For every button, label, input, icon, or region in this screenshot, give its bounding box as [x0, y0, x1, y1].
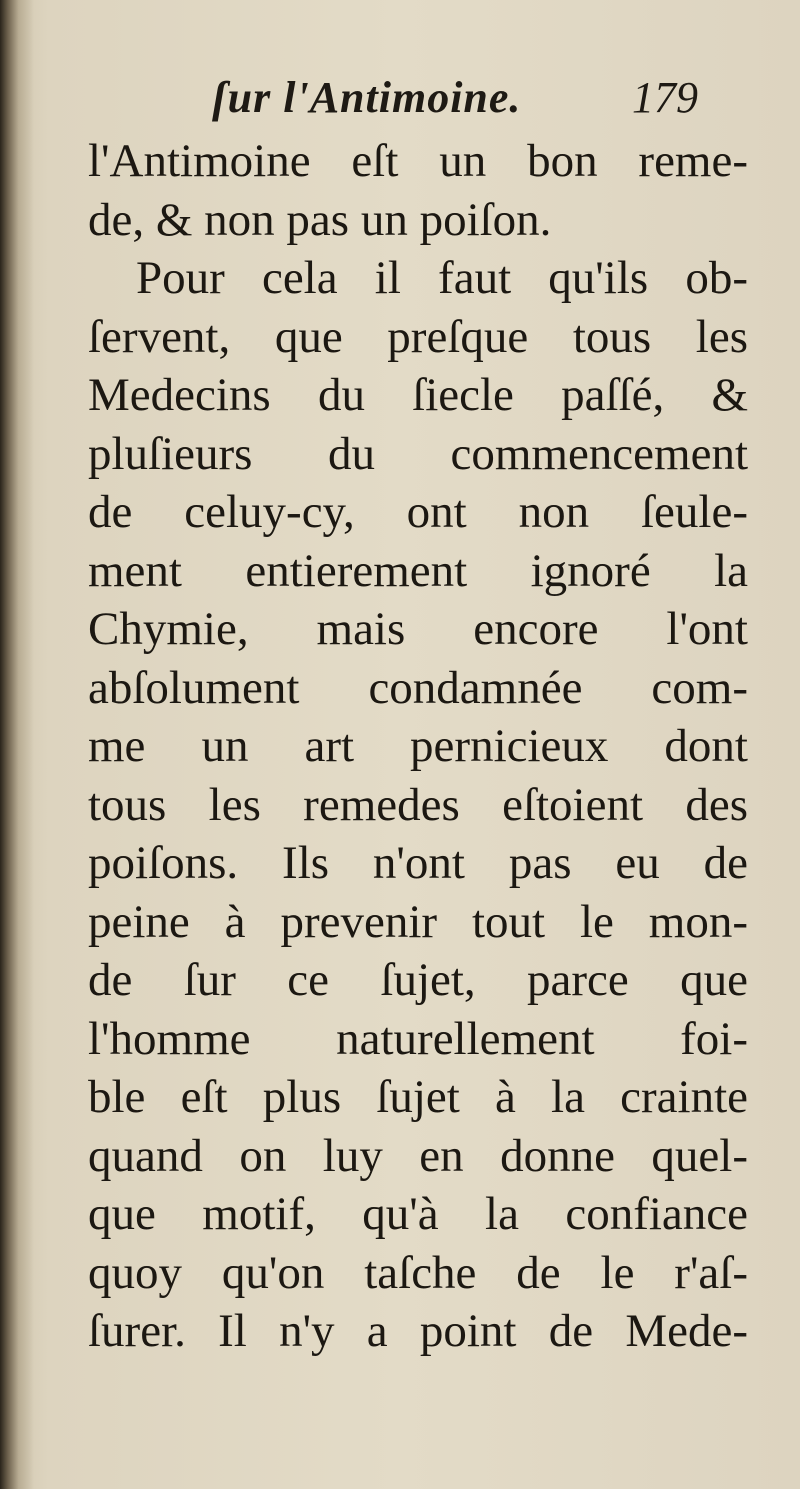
text-line: ment entierement ignoré la	[88, 544, 748, 597]
text-line: de, & non pas un poiſon.	[88, 193, 552, 246]
text-line: que motif, qu'à la confiance	[88, 1188, 748, 1240]
text-line: quoy qu'on taſche de le r'aſ-	[88, 1246, 748, 1299]
text-line: peine à prevenir tout le mon-	[88, 895, 748, 948]
text-line: abſolument condamnée com-	[88, 661, 748, 714]
text-line: Medecins du ſiecle paſſé, &	[88, 369, 748, 421]
text-line: pluſieurs du commencement	[88, 427, 748, 480]
text-line: ſervent, que preſque tous les	[88, 310, 748, 363]
running-title: ſur l'Antimoine.	[212, 73, 522, 122]
text-line: Chymie, mais encore l'ont	[88, 603, 748, 655]
text-line: quand on luy en donne quel-	[88, 1129, 748, 1182]
page-gutter	[0, 0, 34, 1489]
text-line: de ſur ce ſujet, parce que	[88, 954, 748, 1006]
text-line: ſurer. Il n'y a point de Mede-	[88, 1305, 748, 1357]
text-line: poiſons. Ils n'ont pas eu de	[88, 837, 748, 889]
running-head	[0, 72, 800, 132]
text-line: l'homme naturellement foi-	[88, 1012, 748, 1065]
page-number: 179	[632, 73, 698, 122]
text-line: tous les remedes eſtoient des	[88, 778, 748, 831]
body-text	[88, 132, 748, 1361]
text-line: me un art pernicieux dont	[88, 720, 748, 772]
text-line: l'Antimoine eſt un bon reme-	[88, 135, 748, 187]
text-line: de celuy-cy, ont non ſeule-	[88, 486, 748, 538]
text-line: ble eſt plus ſujet à la crainte	[88, 1071, 748, 1123]
text-line: Pour cela il faut qu'ils ob-	[136, 252, 748, 304]
